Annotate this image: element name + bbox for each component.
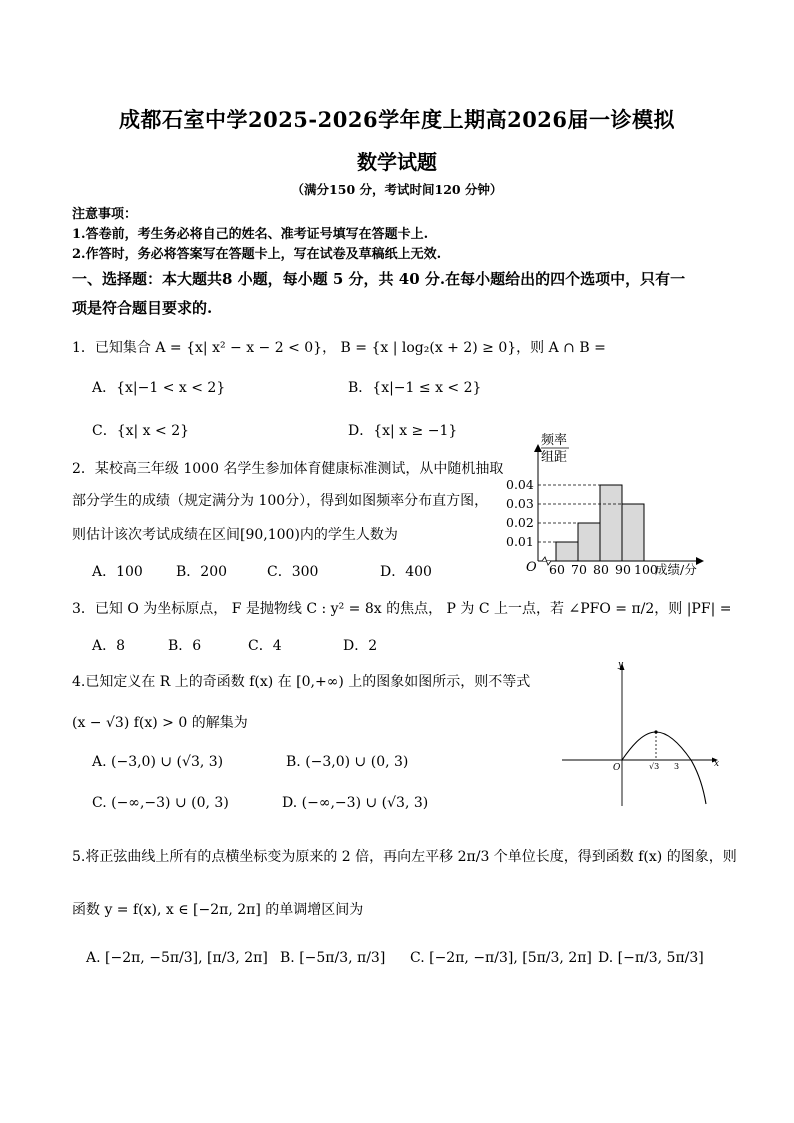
question-4-option-a: A. (−3,0) ∪ (√3, 3): [92, 754, 224, 770]
question-5-option-c: C. [−2π, −π/3], [5π/3, 2π]: [410, 950, 592, 966]
question-3-option-b: B．6: [168, 638, 202, 654]
question-4-option-b: B. (−3,0) ∪ (0, 3): [286, 754, 409, 770]
question-4-stem-cont: (x − √3) f(x) > 0 的解集为: [72, 715, 248, 731]
notice-item: 1.答卷前，考生务必将自己的姓名、准考证号填写在答题卡上.: [72, 227, 429, 242]
graph-origin-label: O: [613, 763, 621, 773]
max-point: [654, 730, 657, 733]
xlabel: 成绩/分: [655, 562, 697, 577]
question-5-option-a: A. [−2π, −5π/3], [π/3, 2π]: [86, 950, 268, 966]
exam-subject: 数学试题: [357, 150, 437, 174]
graph-x-label: x: [714, 759, 720, 769]
x-tick-label: 80: [593, 562, 609, 577]
histogram-bar: [622, 504, 644, 561]
x-tick-label: 60: [549, 562, 565, 577]
x-tick-label: 90: [615, 562, 631, 577]
question-2-stem: 2．某校高三年级 1000 名学生参加体育健康标准测试，从中随机抽取: [72, 461, 504, 477]
question-1-option-c: C．{x| x < 2}: [92, 423, 190, 439]
question-2-stem-cont: 部分学生的成绩（规定满分为 100分），得到如图频率分布直方图，: [72, 493, 489, 509]
histogram-chart: [500, 430, 720, 580]
question-1-option-d: D．{x| x ≥ −1}: [348, 423, 458, 439]
notice-item: 2.作答时，务必将答案写在答题卡上，写在试卷及草稿纸上无效.: [72, 247, 442, 262]
question-5-stem: 5.将正弦曲线上所有的点横坐标变为原来的 2 倍，再向左平移 2π/3 个单位长度，得到函数 f(x) 的图象，则: [72, 849, 737, 865]
question-3-option-a: A．8: [92, 638, 126, 654]
question-4-option-c: C. (−∞,−3) ∪ (0, 3): [92, 795, 229, 811]
exam-title: 成都石室中学2025-2026学年度上期高2026届一诊模拟: [118, 107, 676, 132]
question-4-stem: 4.已知定义在 R 上的奇函数 f(x) 在 [0,+∞) 上的图象如图所示，则不等式: [72, 674, 531, 690]
section-heading-cont: 项是符合题目要求的.: [72, 299, 213, 317]
notice-heading: 注意事项：: [72, 207, 138, 222]
question-2-stem-cont: 则估计该次考试成绩在区间[90,100)内的学生人数为: [72, 527, 398, 543]
graph-tick-sqrt3: √3: [649, 762, 660, 771]
histogram-bar: [578, 523, 600, 561]
graph-tick-3: 3: [674, 762, 680, 771]
y-tick-label: 0.02: [506, 515, 534, 530]
ylabel-denominator: 组距: [541, 450, 568, 465]
histogram-x-ticks: [549, 562, 658, 577]
question-5-stem-cont: 函数 y = f(x), x ∈ [−2π, 2π] 的单调增区间为: [72, 902, 364, 918]
question-4-option-d: D. (−∞,−3) ∪ (√3, 3): [282, 795, 429, 811]
exam-info: （满分150 分，考试时间120 分钟）: [291, 182, 503, 197]
x-tick-label: 100: [634, 562, 658, 577]
x-axis-arrow: [696, 557, 704, 565]
histogram-bar: [600, 485, 622, 561]
function-graph: [558, 658, 728, 808]
question-2-option-c: C．300: [267, 564, 319, 580]
y-tick-label: 0.01: [506, 534, 534, 549]
question-2-option-a: A．100: [92, 564, 143, 580]
origin-label: O: [526, 560, 537, 575]
question-1-option-a: A．{x|−1 < x < 2}: [92, 380, 226, 396]
function-curve: [622, 732, 706, 804]
question-1-stem: 1．已知集合 A = {x| x² − x − 2 < 0}， B = {x | log₂(x + 2) ≥ 0}，则 A ∩ B =: [72, 340, 606, 356]
question-2-option-d: D．400: [380, 564, 432, 580]
question-3-option-d: D．2: [343, 638, 378, 654]
ylabel-numerator: 频率: [541, 433, 568, 448]
question-1-option-b: B．{x|−1 ≤ x < 2}: [348, 380, 482, 396]
question-2-option-b: B．200: [176, 564, 228, 580]
y-tick-label: 0.04: [506, 477, 534, 492]
question-5-option-d: D. [−π/3, 5π/3]: [598, 950, 704, 966]
question-3-stem: 3．已知 O 为坐标原点， F 是抛物线 C : y² = 8x 的焦点， P 为 C 上一点，若 ∠PFO = π/2，则 |PF| =: [72, 601, 732, 617]
question-5-option-b: B. [−5π/3, π/3]: [280, 950, 386, 966]
question-3-option-c: C．4: [248, 638, 282, 654]
histogram-bar: [556, 542, 578, 561]
graph-y-label: y: [618, 660, 624, 670]
y-tick-label: 0.03: [506, 496, 534, 511]
x-tick-label: 70: [571, 562, 587, 577]
section-heading: 一、选择题：本大题共8 小题，每小题 5 分，共 40 分.在每小题给出的四个选项中，只有一: [72, 270, 686, 288]
